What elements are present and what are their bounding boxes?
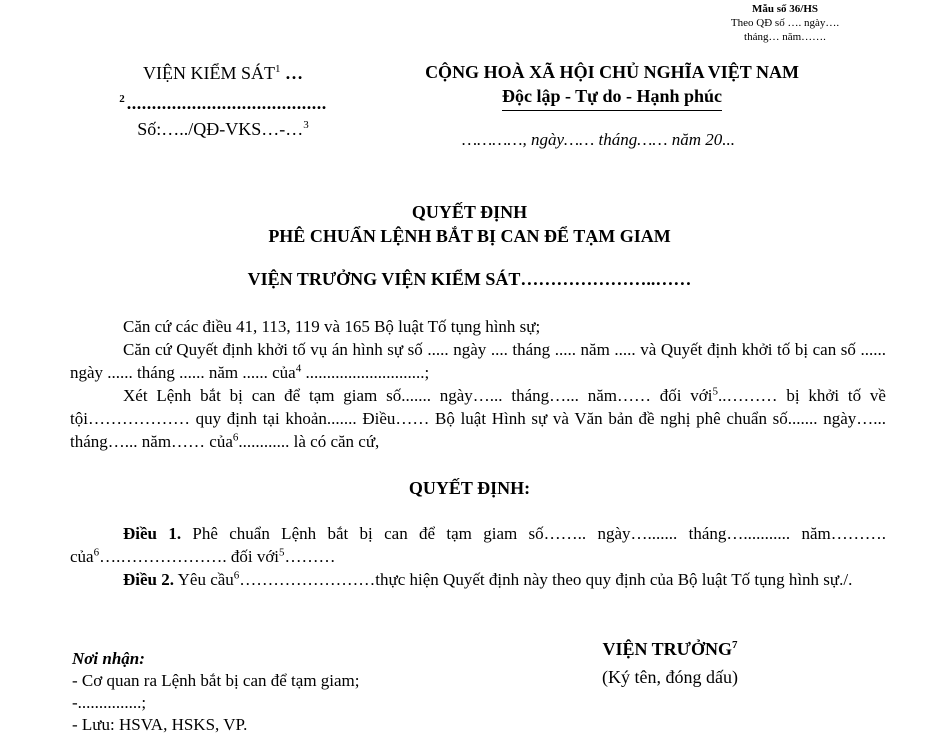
title-line-1: QUYẾT ĐỊNH [411,202,528,222]
preamble-3-text: Xét Lệnh bắt bị can để tạm giam số....... ngày…... tháng…... năm…… đối với [123,386,713,405]
footnote-ref: 4 [295,362,302,375]
footnote-ref: 6 [233,569,240,582]
article-1-tail: ……… [284,547,336,566]
preamble-2-text: Căn cứ Quyết định khởi tố vụ án hình sự số ..... ngày .... tháng ..... năm ..... và Quyết định khởi tố bị can số ...... ngày ...... tháng ...... năm ...... của [70,340,886,382]
articles [70,522,886,591]
form-code-block [705,2,865,44]
article-1-label: Điều 1. [123,524,182,543]
preamble-paragraph-3 [70,384,886,453]
national-header [385,60,839,111]
article-1 [70,522,886,568]
agency-sub-line [78,86,368,116]
preamble-3-tail: ............ là có căn cứ, [238,432,380,451]
footnote-ref: 5 [279,546,285,559]
recipient-item: - Cơ quan ra Lệnh bắt bị can để tạm giam; [72,671,360,690]
recipients-heading: Nơi nhận: [72,649,145,668]
footnote-ref: 6 [232,431,239,444]
signature-block [560,635,780,691]
preamble-paragraph-2 [70,338,886,384]
decision-number [78,116,368,142]
recipients-block [72,648,360,736]
preamble-3-middle: ..……… bị khởi tố về tội……………… quy định tại khoản....... Điều…… Bộ luật Hình sự và Văn bản đề nghị phê chuẩn số....... ngày…... tháng…... năm…… của [70,386,886,451]
preamble [70,315,886,453]
recipient-item: - Lưu: HSVA, HSKS, VP. [72,715,248,734]
form-code: Mẫu số 36/HS [751,3,818,15]
document-title [0,200,939,248]
recipient-item: -...............; [72,693,147,712]
article-2-text: Yêu cầu [174,570,234,589]
article-2 [70,568,886,591]
footnote-ref: 6 [93,546,100,559]
form-code-reference-date: tháng… năm……. [744,31,826,43]
agency-name-line [78,60,368,86]
footnote-ref: 5 [712,385,719,398]
place-date: …………, ngày…… tháng…… năm 20... [462,130,735,149]
decision-number-text: Số:…../QĐ-VKS…-… [137,119,304,139]
agency-name-tail: … [280,63,303,83]
country-name: CỘNG HOÀ XÃ HỘI CHỦ NGHĨA VIỆT NAM [425,62,799,82]
decision-heading: QUYẾT ĐỊNH: [408,478,531,498]
footnote-ref: 2 [119,93,125,105]
signer-role-text: VIỆN TRƯỞNG [602,639,732,659]
agency-header [78,60,368,142]
signature-instruction: (Ký tên, đóng dấu) [602,667,738,687]
form-code-reference: Theo QĐ số …. ngày…. [730,17,840,29]
footnote-ref: 7 [732,639,738,651]
national-motto: Độc lập - Tự do - Hạnh phúc [502,84,722,111]
preamble-paragraph-1: Căn cứ các điều 41, 113, 119 và 165 Bộ luật Tố tụng hình sự; [123,317,541,336]
article-1-text: Phê chuẩn Lệnh bắt bị can để tạm giam số…….. ngày…....... tháng…........... năm………. của [70,524,886,566]
footnote-ref: 3 [303,119,309,131]
preamble-2-tail: ............................; [301,363,430,382]
issuer-heading: VIỆN TRƯỞNG VIỆN KIỂM SÁT…………………..…… [247,269,692,289]
signer-role [560,635,780,663]
article-2-tail: ……………………thực hiện Quyết định này theo quy định của Bộ luật Tố tụng hình sự./. [239,570,853,589]
article-1-middle: ….………………. đối với [99,547,280,566]
title-line-2: PHÊ CHUẨN LỆNH BẮT BỊ CAN ĐỂ TẠM GIAM [268,226,671,246]
agency-sub-name: ........................................ [126,93,327,113]
footnote-ref: 1 [275,63,281,75]
agency-name: VIỆN KIỂM SÁT [143,63,275,83]
article-2-label: Điều 2. [123,570,174,589]
